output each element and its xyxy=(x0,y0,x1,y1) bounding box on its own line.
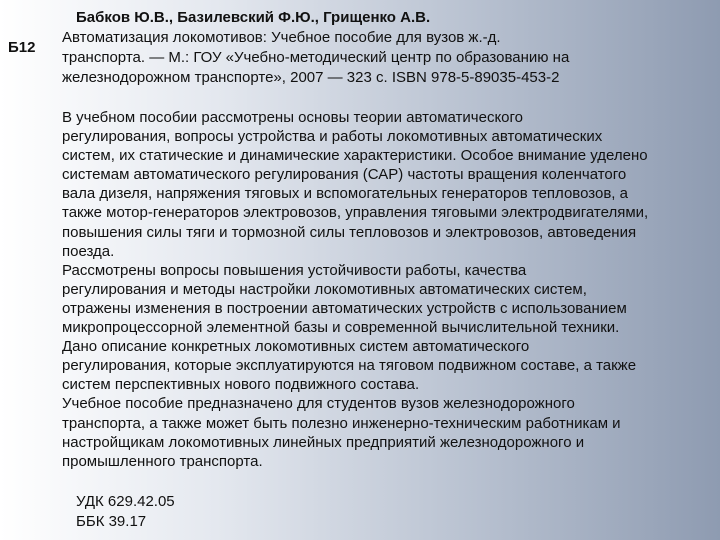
classification-code: Б12 xyxy=(8,39,36,56)
abstract-paragraph-3: Дано описание конкретных локомотивных систем автоматического регулирования, которые эксплуатируются на тяговом подвижном составе, а также систем перспективных нового подвижного состава. xyxy=(62,338,637,394)
udk-code: УДК 629.42.05 xyxy=(76,493,175,510)
abstract-paragraph-1: В учебном пособии рассмотрены основы теории автоматического регулирования, вопросы устройства и работы локомотивных автоматических систем, их статические и динамические характеристики. Особое внимание уделено системам автоматического регулирования (САР) частоты вращения коленчатого вала дизеля, напряжения тяговых и вспомогательных генераторов тепловозов, а также мотор-генераторов электровозов, управления тяговыми электродвигателями, повышения силы тяги и тормозной силы тепловозов и электровозов, автоведения поезда. xyxy=(62,109,649,260)
abstract-paragraph-2: Рассмотрены вопросы повышения устойчивости работы, качества регулирования и методы настройки локомотивных автоматических систем, отражены изменения в построении автоматических устройств с использованием микропроцессорной элементной базы и современной вычислительной техники. xyxy=(62,261,627,337)
bbk-code: ББК 39.17 xyxy=(76,513,147,530)
bibliographic-header xyxy=(62,8,712,88)
authors-line: Бабков Ю.В., Базилевский Ф.Ю., Грищенко А.В. xyxy=(76,9,431,26)
abstract xyxy=(62,108,712,471)
citation-text: Автоматизация локомотивов: Учебное пособие для вузов ж.-д. транспорта. — М.: ГОУ «Учебно-методический центр по образованию на железнодорожном транспорте», 2007 — 323 с. ISBN 978-5-89035-453-2 xyxy=(62,29,570,86)
classifiers xyxy=(76,492,175,532)
abstract-paragraph-4: Учебное пособие предназначено для студентов вузов железнодорожного транспорта, а также может быть полезно инженерно-техническим работникам и настройщикам локомотивных линейных предприятий железнодорожного и промышленного транспорта. xyxy=(62,395,621,470)
